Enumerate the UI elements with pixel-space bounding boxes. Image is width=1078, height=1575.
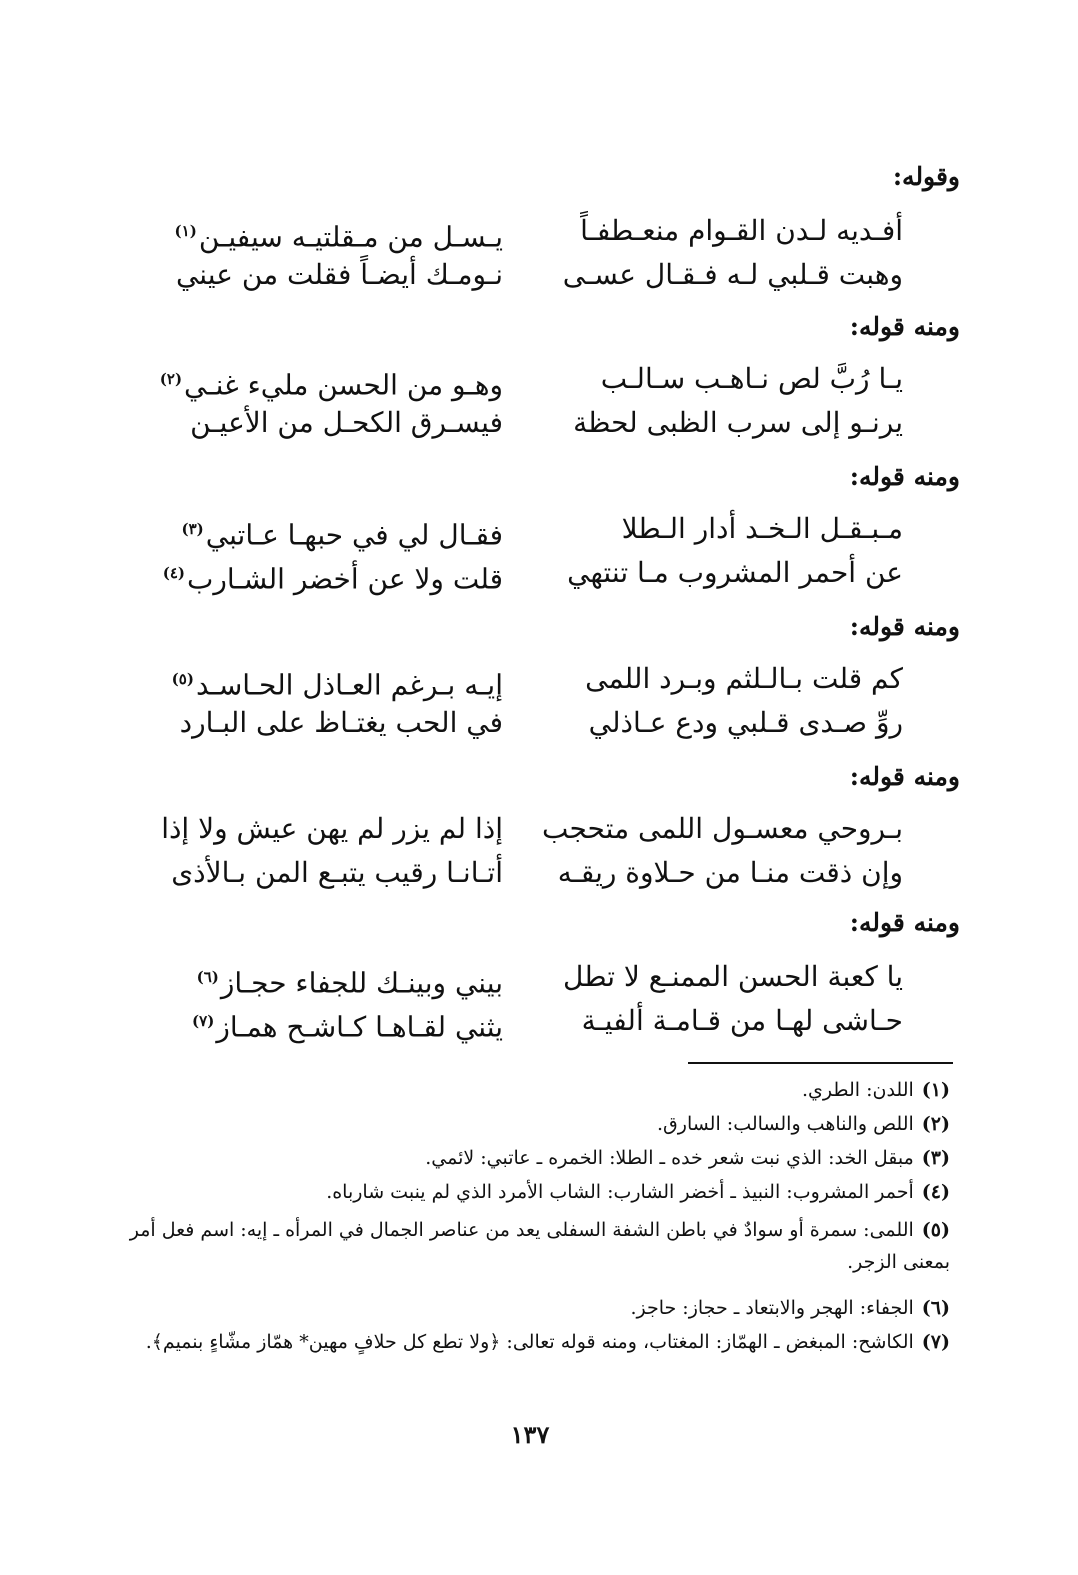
poem-intro: ومنه قوله:: [849, 312, 960, 341]
footnote-text: مبقل الخد: الذي نبت شعر خده ـ الطلا: الخمره ـ عاتبي: لائمي.: [425, 1147, 914, 1169]
footnote-text: اللص والناهب والسالب: السارق.: [656, 1113, 914, 1135]
verse-first-hemistich: بـروحي معسـول اللمى متحجب: [541, 812, 903, 845]
verse-first-hemistich: حـاشى لهـا من قـامـة ألفيـة: [581, 1004, 903, 1037]
footnote-reference: (٣): [181, 520, 204, 538]
verse-second-hemistich: يثني لقـاهـا كـاشـح همـاز$^{(٧)}$: [192, 1010, 503, 1044]
verse-second-hemistich: إيـه بـرغم العـاذل الحـاسـد$^{(٥)}$: [171, 668, 503, 702]
verse-first-hemistich: يا كعبة الحسن الممنـع لا تطل: [563, 960, 903, 993]
footnote-number: (٢): [921, 1113, 950, 1135]
verse-second-hemistich: إذا لم يزر لم يهن عيش ولا إذا: [161, 812, 503, 845]
verse-first-hemistich: مـبـقـل الـخـد أدار الـطلا: [621, 512, 903, 545]
footnote: [120, 1074, 950, 1106]
poem-intro: ومنه قوله:: [849, 462, 960, 491]
poem-intro: ومنه قوله:: [849, 612, 960, 641]
footnote-number: (٥): [921, 1219, 950, 1241]
verse-second-hemistich: في الحب يغتـاظ على البـارد: [179, 706, 503, 739]
verse-first-hemistich: روِّ صـدى قـلبي ودع عـاذلي: [588, 706, 903, 739]
footnote-reference: (٢): [159, 370, 183, 388]
poem-intro: ومنه قوله:: [849, 762, 960, 791]
footnote: [120, 1108, 950, 1140]
verse-first-hemistich: عن أحمر المشروب مـا تنتهي: [567, 556, 903, 589]
verse-second-hemistich: بيني وبينـك للجفاء حجـاز$^{(٦)}$: [196, 966, 503, 1000]
verse-first-hemistich: وهبت قـلبي لـه فـقـال عسـى: [562, 258, 903, 291]
verse-second-hemistich: أتـانـا رقيب يتبـع المن بـالأذى: [171, 856, 503, 889]
verse-first-hemistich: كم قلت بـالـلثم وبـرد اللمى: [585, 662, 903, 695]
poem-intro: ومنه قوله:: [849, 908, 960, 937]
footnote-reference: (٤): [162, 564, 186, 582]
verse-second-hemistich: قلت ولا عن أخضر الشـارب$^{(٤)}$: [162, 562, 503, 596]
footnote-text: الجفاء: الهجر والابتعاد ـ حجاز: حاجز.: [630, 1297, 914, 1319]
footnote: [120, 1214, 950, 1278]
footnote-number: (٣): [921, 1147, 950, 1169]
page-number: ١٣٧: [510, 1420, 550, 1449]
footnote-reference: (٦): [196, 968, 219, 986]
footnote-number: (٤): [921, 1181, 950, 1203]
poem-intro: وقوله:: [892, 162, 960, 191]
footnote-number: (٦): [921, 1297, 950, 1319]
verse-first-hemistich: يـا رُبَّ لص نـاهـب سـالـب: [600, 362, 903, 395]
verse-first-hemistich: أفـديه لـدن القـوام منعـطفـاً: [580, 214, 903, 247]
footnote-separator: [688, 1062, 953, 1064]
verse-first-hemistich: وإن ذقت منـا من حـلاوة ريقـه: [557, 856, 903, 889]
footnote-number: (٧): [921, 1331, 950, 1353]
footnote-text: اللمى: سمرة أو سوادٌ في باطن الشفة السفلى يعد من عناصر الجمال في المرأه ـ إيه: اسم فعل أمر بمعنى الزجر.: [129, 1219, 950, 1273]
footnote-text: الكاشح: المبغض ـ الهمّاز: المغتاب، ومنه قوله تعالى: ﴿ولا تطع كل حلافٍ مهين* همّاز مشّاءٍ بنميم﴾.: [145, 1331, 914, 1353]
verse-second-hemistich: فقـال لي في حبهـا عـاتبي$^{(٣)}$: [181, 518, 503, 552]
footnote-text: اللدن: الطري.: [802, 1079, 914, 1101]
footnote-reference: (٧): [192, 1012, 215, 1030]
verse-first-hemistich: يرنـو إلى سرب الظبى لحظة: [573, 406, 903, 439]
verse-second-hemistich: نـومـك أيضـاً فقلت من عيني: [175, 258, 503, 291]
verse-second-hemistich: وهـو من الحسن مليء غنـي$^{(٢)}$: [159, 368, 503, 402]
footnote: [120, 1176, 950, 1208]
footnote: [120, 1142, 950, 1174]
footnote: [120, 1292, 950, 1324]
footnote-number: (١): [921, 1079, 950, 1101]
verse-second-hemistich: يـسـل من مـقلتيـه سيفيـن$^{(١)}$: [174, 220, 503, 254]
footnote-reference: (٥): [171, 670, 194, 688]
footnote-text: أحمر المشروب: النبيذ ـ أخضر الشارب: الشاب الأمرد الذي لم ينبت شارباه.: [326, 1181, 914, 1203]
footnote: [120, 1326, 950, 1358]
verse-second-hemistich: فيسـرق الكحـل من الأعيـن: [190, 406, 503, 439]
footnote-reference: (١): [174, 222, 197, 240]
